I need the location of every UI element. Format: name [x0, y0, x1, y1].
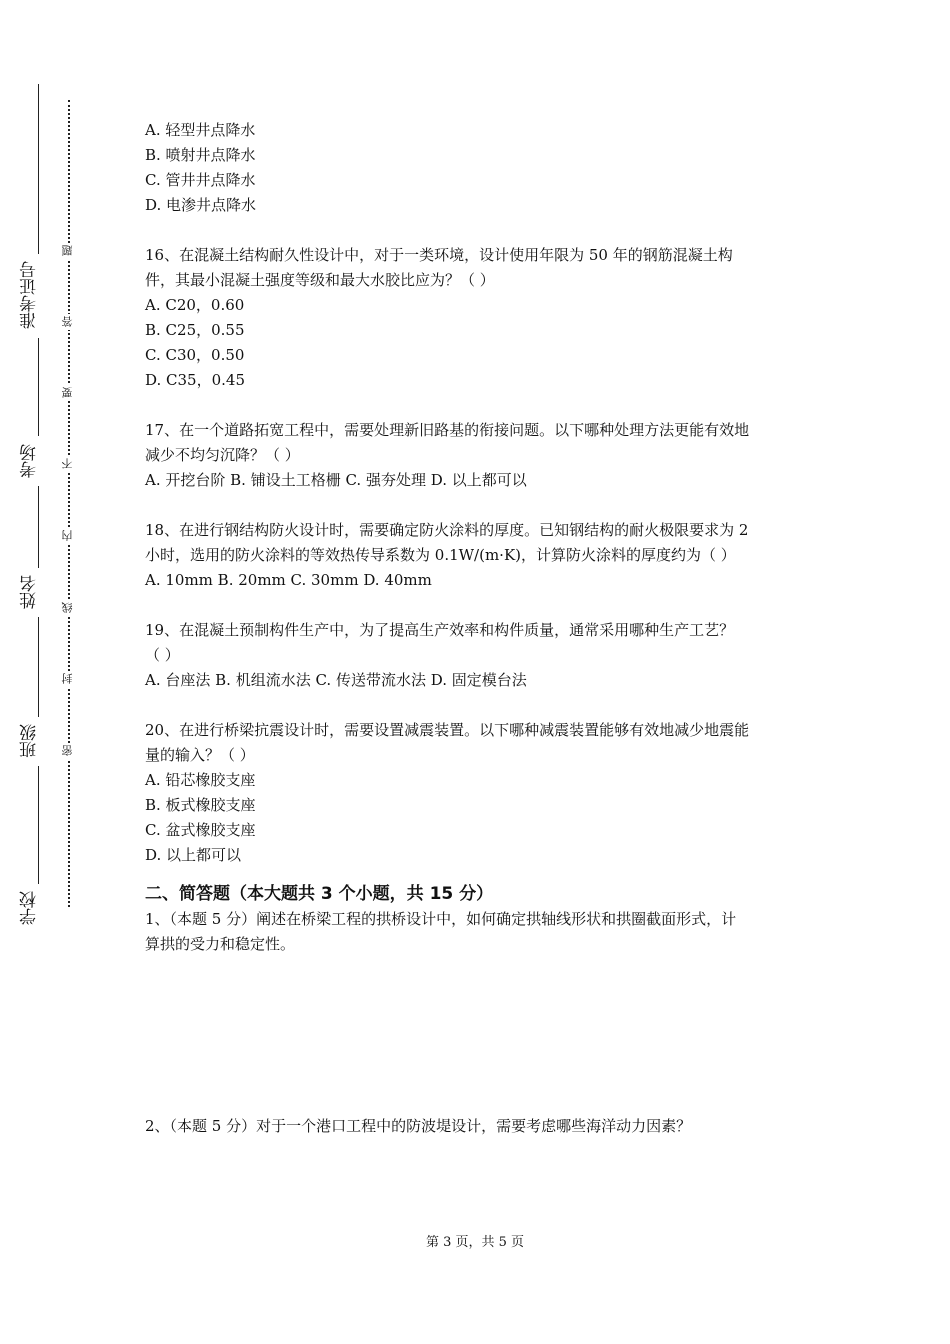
option: B. C25，0.55 [145, 321, 245, 339]
option: B. 喷射井点降水 [145, 146, 256, 164]
label-exam-room: 考场 [20, 444, 40, 478]
seal-char: 线 [60, 600, 76, 616]
short-answer-2: 2、（本题 5 分）对于一个港口工程中的防波堤设计，需要考虑哪些海洋动力因素？ [145, 1117, 692, 1135]
label-name: 姓名 [20, 575, 40, 609]
question-17 [145, 418, 810, 493]
exam-id-line [38, 84, 39, 254]
seal-char: 封 [60, 671, 76, 687]
question-text: 17、在一个道路拓宽工程中，需要处理新旧路基的衔接问题。以下哪种处理方法更能有效地 [145, 421, 750, 439]
question-text: 减少不均匀沉降？（ ） [145, 446, 300, 464]
question-text: 量的输入？（ ） [145, 746, 255, 764]
option: A. 10mm B. 20mm C. 30mm D. 40mm [145, 571, 432, 589]
exam-room-line [38, 338, 39, 436]
seal-char: 不 [60, 456, 76, 472]
seal-char: 答 [60, 314, 76, 330]
exam-content [145, 118, 810, 957]
option: B. 板式橡胶支座 [145, 796, 256, 814]
question-16 [145, 243, 810, 393]
binding-margin [0, 0, 90, 1344]
option: A. 铅芯橡胶支座 [145, 771, 256, 789]
option: A. 轻型井点降水 [145, 121, 256, 139]
option: D. C35，0.45 [145, 371, 245, 389]
school-line [38, 766, 39, 884]
option: C. C30，0.50 [145, 346, 245, 364]
seal-char: 要 [60, 385, 76, 401]
question-20 [145, 718, 810, 868]
question-text: 小时，选用的防火涂料的等效热传导系数为 0.1W/(m·K)，计算防火涂料的厚度约为（ ） [145, 546, 736, 564]
page-footer: 第 3 页，共 5 页 [425, 1235, 525, 1250]
question-15-options [145, 118, 810, 218]
question-text: 算拱的受力和稳定性。 [145, 935, 296, 953]
label-exam-id: 准考证号 [20, 261, 40, 330]
question-text: （ ） [145, 646, 180, 664]
option: D. 以上都可以 [145, 846, 242, 864]
question-18 [145, 518, 810, 593]
seal-char: 内 [60, 528, 76, 544]
label-class: 班级 [20, 724, 40, 758]
seal-char: 题 [60, 243, 76, 259]
section-2-title: 二、简答题（本大题共 3 个小题，共 15 分） [145, 884, 494, 904]
option: A. C20，0.60 [145, 296, 245, 314]
class-line [38, 617, 39, 717]
question-19 [145, 618, 810, 693]
question-text: 19、在混凝土预制构件生产中，为了提高生产效率和构件质量，通常采用哪种生产工艺？ [145, 621, 735, 639]
short-answer-1 [145, 907, 810, 957]
option: C. 盆式橡胶支座 [145, 821, 256, 839]
option: C. 管井井点降水 [145, 171, 256, 189]
question-text: 1、（本题 5 分）阐述在桥梁工程的拱桥设计中，如何确定拱轴线形状和拱圈截面形式，计 [145, 910, 737, 928]
question-text: 16、在混凝土结构耐久性设计中，对于一类环境，设计使用年限为 50 年的钢筋混凝土构 [145, 246, 733, 264]
option: A. 台座法 B. 机组流水法 C. 传送带流水法 D. 固定模台法 [145, 671, 527, 689]
seal-char: 密 [60, 743, 76, 759]
question-text: 18、在进行钢结构防火设计时，需要确定防火涂料的厚度。已知钢结构的耐火极限要求为 2 [145, 521, 749, 539]
name-line [38, 486, 39, 568]
question-text: 20、在进行桥梁抗震设计时，需要设置减震装置。以下哪种减震装置能够有效地减少地震能 [145, 721, 750, 739]
option: A. 开挖台阶 B. 铺设土工格栅 C. 强夯处理 D. 以上都可以 [145, 471, 527, 489]
question-text: 件，其最小混凝土强度等级和最大水胶比应为？（ ） [145, 271, 495, 289]
label-school: 学校 [20, 891, 40, 925]
option: D. 电渗井点降水 [145, 196, 257, 214]
seal-dotted-line [68, 100, 70, 907]
